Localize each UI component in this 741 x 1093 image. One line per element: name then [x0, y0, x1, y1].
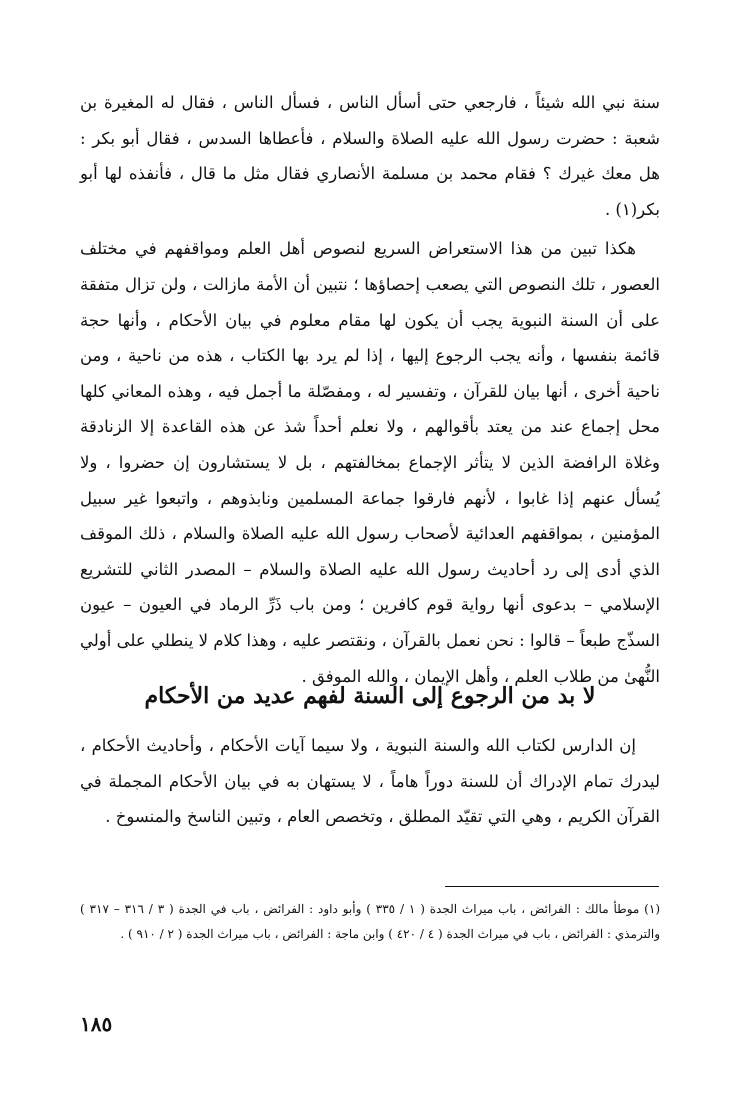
section-text	[80, 728, 660, 835]
footnote-divider	[445, 886, 659, 887]
main-text	[80, 85, 660, 694]
paragraph-3: إن الدارس لكتاب الله والسنة النبوية ، ولا سيما آيات الأحكام ، وأحاديث الأحكام ، ليدرك تمام الإدراك أن للسنة دوراً هاماً ، لا يستهان به في بيان الأحكام المجملة في القرآن الكريم ، وهي التي تقيّد المطلق ، وتخصص العام ، وتبين الناسخ والمنسوخ .	[80, 736, 660, 827]
paragraph-2: هكذا تبين من هذا الاستعراض السريع لنصوص أهل العلم ومواقفهم في مختلف العصور ، تلك النصوص التي يصعب إحصاؤها ؛ نتبين أن الأمة مازالت ، ولن تزال متفقة على أن السنة النبوية يجب أن يكون لها مقام معلوم في بيان الأحكام ، وأنها حجة قائمة بنفسها ، وأنه يجب الرجوع إليها ، إذا لم يرد بها الكتاب ، هذه من ناحية ، ومن ناحية أخرى ، أنها بيان للقرآن ، وتفسير له ، ومفصّلة ما أجمل فيه ، وهذه المعاني كلها محل إجماع عند من يعتد بأقوالهم ، ولا نعلم أحداً شذ عن هذه القاعدة إلا الزنادقة وغلاة الرافضة الذين لا يتأثر الإجماع بمخالفتهم ، بل لا يستشارون إن حضروا ، ولا يُسأل عنهم إذا غابوا ، لأنهم فارقوا جماعة المسلمين ونابذوهم ، واتبعوا غير سبيل المؤمنين ، بمواقفهم العدائية لأصحاب رسول الله عليه الصلاة والسلام ، ذلك الموقف الذي أدى إلى رد أحاديث رسول الله عليه الصلاة والسلام – المصدر الثاني للتشريع الإسلامي – بدعوى أنها رواية قوم كافرين ؛ ومن باب ذَرِّ الرماد في العيون – عيون السذّج طبعاً – قالوا : نحن نعمل بالقرآن ، ونقتصر عليه ، وهذا كلام لا ينطلي على أولي النُّهىٰ من طلاب العلم ، وأهل الإيمان ، والله الموفق .	[80, 239, 660, 686]
paragraph-1: سنة نبي الله شيئاً ، فارجعي حتى أسأل الناس ، فسأل الناس ، فقال له المغيرة بن شعبة : حضرت رسول الله عليه الصلاة والسلام ، فأعطاها السدس ، فقال أبو بكر : هل معك غيرك ؟ فقام محمد بن مسلمة الأنصاري فقال مثل ما قال ، فأنفذه لها أبو بكر(١) .	[80, 93, 660, 219]
page-number: ١٨٥	[80, 1012, 113, 1036]
section-heading: لا بد من الرجوع إلى السنة لفهم عديد من الأحكام	[144, 683, 596, 709]
footnote	[80, 897, 660, 947]
footnote-text: (١) موطأ مالك : الفرائض ، باب ميراث الجدة ( ١ / ٣٣٥ ) وأبو داود : الفرائض ، باب في الجدة ( ٣ / ٣١٦ – ٣١٧ ) والترمذي : الفرائض ، باب في ميراث الجدة ( ٤ / ٤٢٠ ) وابن ماجة : الفرائض ، باب ميراث الجدة ( ٢ / ٩١٠ ) .	[80, 902, 660, 941]
